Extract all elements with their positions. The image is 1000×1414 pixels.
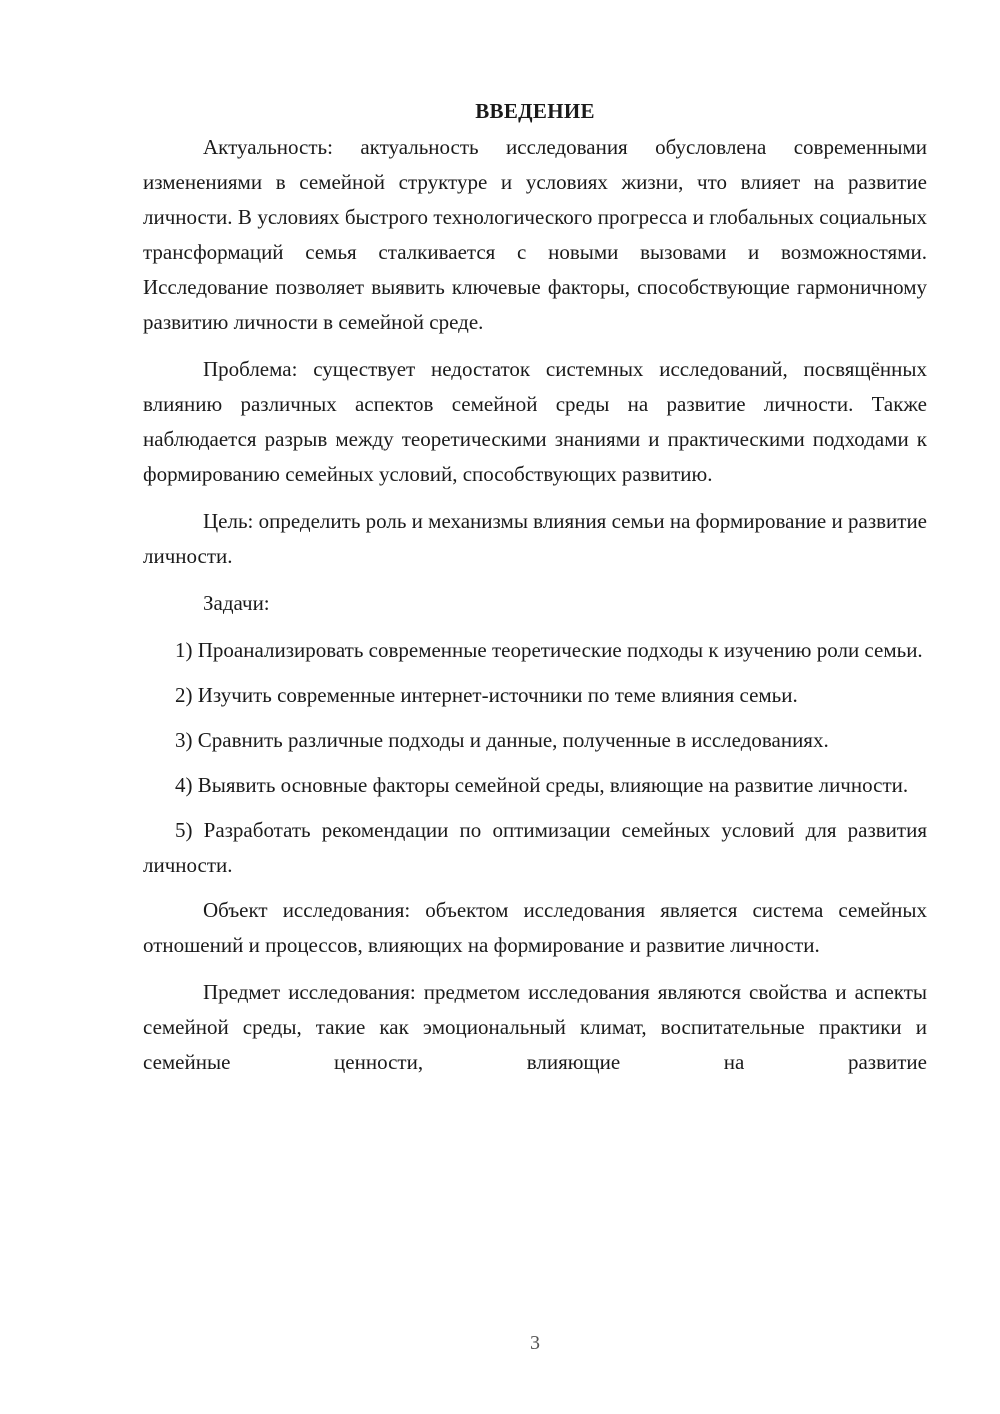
task-item-1: 1) Проанализировать современные теоретические подходы к изучению роли семьи. <box>175 638 923 662</box>
object-paragraph: Объект исследования: объектом исследования является система семейных отношений и процессов, влияющих на формирование и развитие личности. <box>143 898 927 957</box>
page-number: 3 <box>530 1332 540 1354</box>
page-title: ВВЕДЕНИЕ <box>475 99 595 123</box>
problem-paragraph: Проблема: существует недостаток системных исследований, посвящённых влиянию различных аспектов семейной среды на развитие личности. Также наблюдается разрыв между теоретическими знаниями и практическими подходами к формированию семейных условий, способствующих развитию. <box>143 357 927 486</box>
goal-paragraph: Цель: определить роль и механизмы влияния семьи на формирование и развитие личности. <box>143 509 927 568</box>
tasks-label: Задачи: <box>203 591 270 615</box>
task-item-5: 5) Разработать рекомендации по оптимизации семейных условий для развития личности. <box>143 818 927 877</box>
task-item-3: 3) Сравнить различные подходы и данные, полученные в исследованиях. <box>175 728 829 752</box>
subject-paragraph: Предмет исследования: предметом исследования являются свойства и аспекты семейной среды, такие как эмоциональный климат, воспитательные практики и семейные ценности, влияющие на развитие <box>143 980 927 1074</box>
task-item-4: 4) Выявить основные факторы семейной среды, влияющие на развитие личности. <box>175 773 909 797</box>
task-item-2: 2) Изучить современные интернет-источники по теме влияния семьи. <box>175 683 798 707</box>
relevance-paragraph: Актуальность: актуальность исследования обусловлена современными изменениями в семейной структуре и условиях жизни, что влияет на развитие личности. В условиях быстрого технологического прогресса и глобальных социальных трансформаций семья сталкивается с новыми вызовами и возможностями. Исследование позволяет выявить ключевые факторы, способствующие гармоничному развитию личности в семейной среде. <box>143 135 927 334</box>
